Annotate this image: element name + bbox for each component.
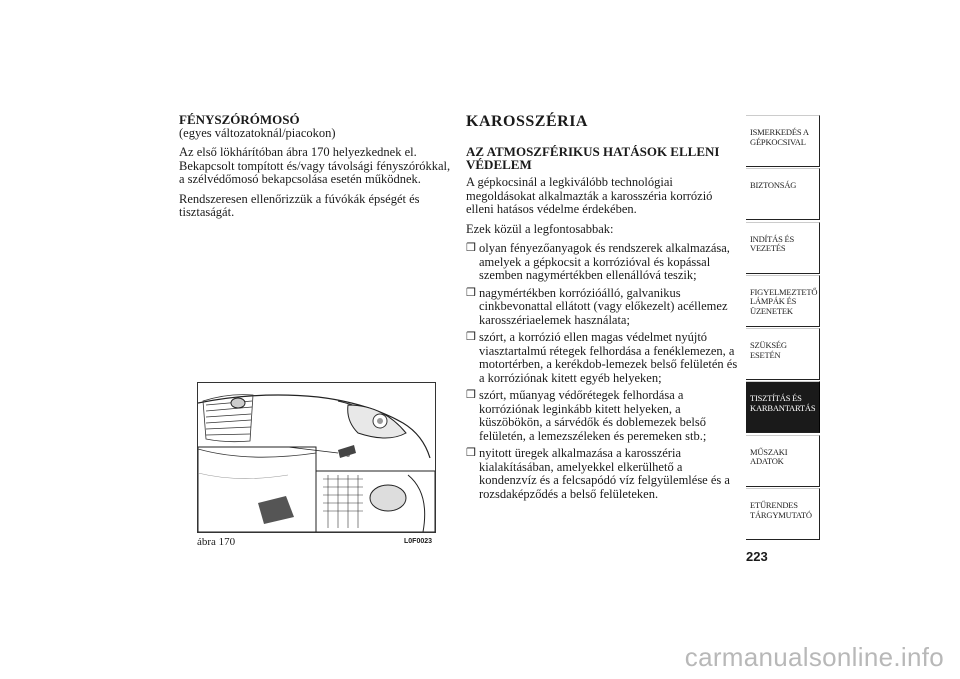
list-item: ❒ nyitott üregek alkalmazása a karosszéria kialakításában, amelyekkel elkerülhető a kondenzvíz és a felcsapódó víz felgyülemlése és a rozsdaképződés a belső felületeken. [466, 446, 730, 501]
subsection-title: AZ ATMOSZFÉRIKUS HATÁSOK ELLENI VÉDELEM [466, 144, 720, 172]
list-item: ❒ szórt, a korrózió ellen magas védelmet nyújtó viasztartalmú rétegek felhordása a fenéklemezen, a motortérben, a kerékdob-lemezek belső felületén és a korróziónak kitett egyéb helyeken; [466, 330, 738, 385]
figure-caption: ábra 170 [197, 536, 236, 548]
checkbox-bullet-icon: ❒ [466, 242, 476, 254]
page-number: 223 [746, 549, 768, 564]
tab-maintenance[interactable]: TISZTÍTÁS ÉS KARBANTARTÁS [746, 381, 820, 433]
list-item: ❒ szórt, műanyag védőrétegek felhordása a korróziónak leginkább kitett helyeken, a küszöbökön, a sárvédők és doblemezek belső felületén, a lemezszéleken és peremeken stb.; [466, 388, 707, 443]
checkbox-bullet-icon: ❒ [466, 447, 476, 459]
tab-emergency[interactable]: SZÜKSÉG ESETÉN [746, 328, 820, 380]
watermark: carmanualsonline.info [684, 642, 944, 672]
tab-index[interactable]: ETŰRENDES TÁRGYMUTATÓ [746, 488, 820, 540]
checkbox-bullet-icon: ❒ [466, 389, 476, 401]
variant-note: (egyes változatoknál/piacokon) [179, 126, 336, 140]
protection-list [466, 242, 738, 501]
tab-safety[interactable]: BIZTONSÁG [746, 168, 820, 220]
checkbox-bullet-icon: ❒ [466, 286, 476, 299]
list-item: ❒ nagymértékben korrózióálló, galvanikus cinkbevonattal ellátott (vagy előkezelt) acéllemez karosszériaelemek használata; [466, 285, 728, 327]
tab-warning-lights[interactable]: FIGYELMEZTETŐ LÁMPÁK ÉS ÜZENETEK [746, 275, 820, 327]
section-title: KAROSSZÉRIA [466, 113, 588, 130]
tab-getting-to-know[interactable]: ISMERKEDÉS A GÉPKOCSIVAL [746, 115, 820, 167]
right-column [466, 113, 738, 505]
list-item: ❒ olyan fényezőanyagok és rendszerek alkalmazása, amelyek a gépkocsit a korrózióval és kopással szemben nagymértékben ellenállóvá teszik; [466, 241, 730, 282]
tab-technical-data[interactable]: MŰSZAKI ADATOK [746, 435, 820, 487]
paragraph-check: Rendszeresen ellenőrizzük a fúvókák épségét és tisztaságát. [179, 191, 420, 219]
checkbox-bullet-icon: ❒ [466, 331, 476, 343]
paragraph-list-intro: Ezek közül a legfontosabbak: [466, 221, 614, 236]
headlamp-washer-heading: FÉNYSZÓRÓMOSÓ [179, 112, 300, 127]
tab-starting-driving[interactable]: INDÍTÁS ÉS VEZETÉS [746, 222, 820, 274]
figure-code: L0F0023 [404, 538, 433, 545]
car-front-illustration [198, 383, 435, 532]
chapter-tabs [746, 115, 820, 541]
left-column [179, 113, 451, 226]
figure-headlamp-washer [197, 382, 436, 533]
paragraph-location: Az első lökhárítóban ábra 170 helyezkednek el. Bekapcsolt tompított és/vagy távolsági fényszórókkal, a szélvédőmosó bekapcsolása esetén működnek. [179, 145, 451, 186]
paragraph-intro: A gépkocsinál a legkiválóbb technológiai megoldásokat alkalmazták a karosszéria korrózió elleni hatásos védelme érdekében. [466, 175, 713, 216]
